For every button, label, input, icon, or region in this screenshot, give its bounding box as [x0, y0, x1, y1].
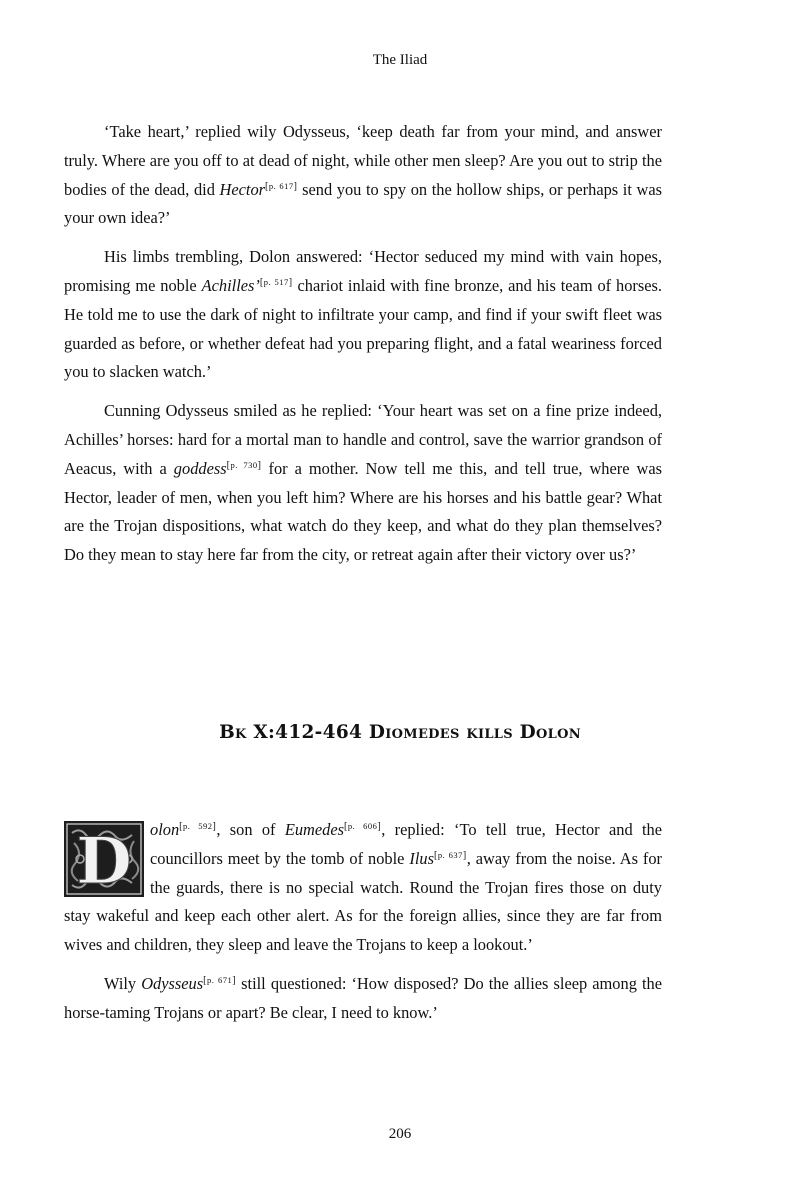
paragraph-5: Wily Odysseus[p. 671] still questioned: ‘How disposed? Do the allies sleep among the horse-taming Trojans or apart? Be clear, I need to know.’	[64, 973, 662, 1022]
footnote-ref[interactable]: [p. 671]	[203, 974, 237, 986]
paragraph-2: His limbs trembling, Dolon answered: ‘Hector seduced my mind with vain hopes, promising me noble Achilles’[p. 517] chariot inlaid with fine bronze, and his team of horses. He told me to use the dark of night to infiltrate your camp, and find if your swift fleet was guarded as before, or whether defeat had you preparing flight, and a fatal weariness forced you to slacken watch.’	[64, 247, 663, 382]
svg-text:D: D	[76, 824, 132, 897]
footnote-ref[interactable]: [p. 606]	[344, 821, 382, 832]
page-number: 206	[388, 1126, 412, 1142]
footnote-ref[interactable]: [p. 730]	[226, 459, 262, 471]
drop-cap-ornament	[64, 821, 144, 897]
paragraph-1: ‘Take heart,’ replied wily Odysseus, ‘keep death far from your mind, and answer truly. Where are you off to at dead of night, while other men sleep? Are you out to strip the bodies of the dead, did Hector[p. 617] send you to spy on the hollow ships, or perhaps it was your own idea?’	[64, 122, 663, 228]
link-ilus[interactable]: Ilus	[409, 848, 434, 868]
paragraph-3: Cunning Odysseus smiled as he replied: ‘Your heart was set on a fine prize indeed, Achilles’ horses: hard for a mortal man to handle and control, save the warrior grandson of Aeacus, with a goddess[p. 730] for a mother. Now tell me this, and tell true, where was Hector, leader of men, when you left him? Where are his horses and his battle gear? What are the Trojan dispositions, what watch do they keep, and what do they plan themselves? Do they mean to stay here far from the city, or retreat again after their victory over us?’	[64, 401, 662, 565]
body-text-bottom	[64, 816, 662, 1038]
body-text-top	[64, 118, 662, 580]
footnote-ref[interactable]: [p. 637]	[433, 849, 467, 861]
link-achilles[interactable]: Achilles’	[201, 275, 260, 295]
link-dolon[interactable]: olon	[150, 820, 180, 839]
footnote-ref[interactable]: [p. 517]	[259, 276, 293, 288]
link-goddess[interactable]: goddess	[173, 458, 227, 478]
link-eumedes[interactable]: Eumedes	[284, 820, 345, 839]
link-odysseus[interactable]: Odysseus	[141, 973, 204, 993]
paragraph-4: D olon[p. 592], son of Eumedes[p. 606], replied: ‘To tell true, Hector and the councillors meet by the tomb of noble Ilus[p. 637], away from the noise. As for the guards, there is no special watch. Round the Trojan fires those on duty stay wakeful and keep each other alert. As for the foreign allies, since they are far from wives and children, they sleep and leave the Trojans to keep a lookout.’	[64, 820, 663, 955]
link-hector[interactable]: Hector	[219, 179, 266, 199]
section-heading: Bk X:412-464 Diomedes kills Dolon	[219, 722, 581, 743]
footnote-ref[interactable]: [p. 592]	[179, 821, 217, 832]
footnote-ref[interactable]: [p. 617]	[265, 180, 298, 192]
running-head: The Iliad	[372, 52, 428, 68]
